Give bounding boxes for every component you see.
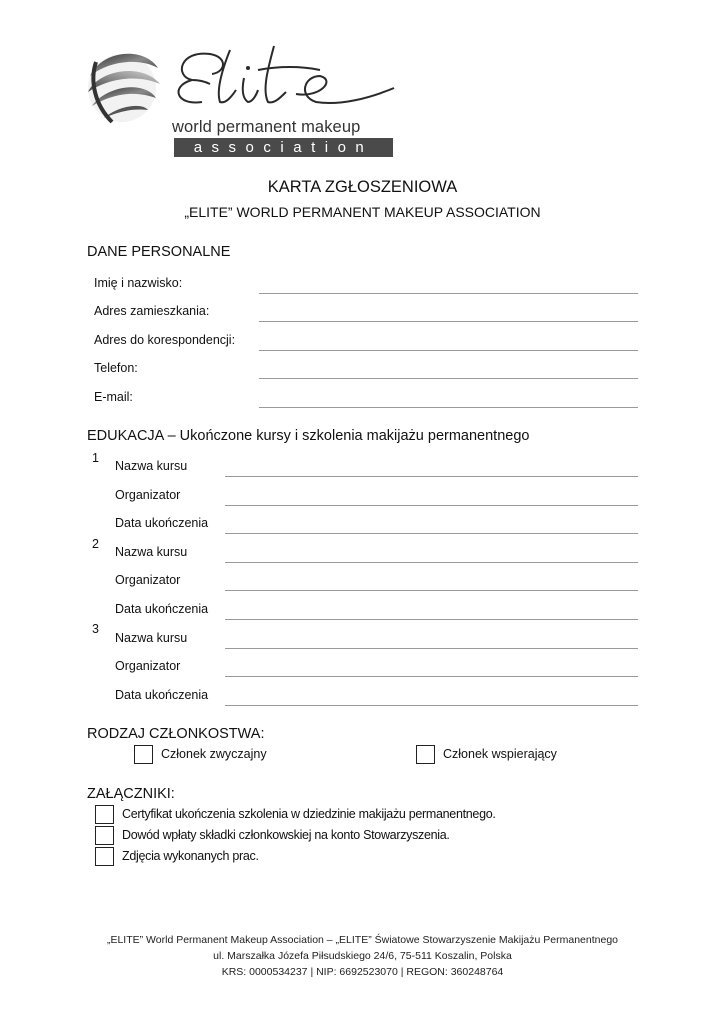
membership-section-heading: RODZAJ CZŁONKOSTWA: [87, 726, 265, 742]
regular-member-label: Członek zwyczajny [161, 747, 267, 761]
full-name-label: Imię i nazwisko: [94, 276, 183, 290]
form-subtitle: „ELITE” WORLD PERMANENT MAKEUP ASSOCIATION [184, 204, 541, 220]
course-3-name-field[interactable] [225, 648, 638, 649]
globe-logo-icon [82, 40, 164, 130]
course-3-date-label: Data ukończenia [115, 688, 209, 702]
course-2-organizer-field[interactable] [225, 590, 638, 591]
course-3-organizer-field[interactable] [225, 676, 638, 677]
home-address-label: Adres zamieszkania: [94, 304, 210, 318]
course-1-name-field[interactable] [225, 476, 638, 477]
email-label: E-mail: [94, 390, 133, 404]
course-2-name-label: Nazwa kursu [115, 545, 188, 559]
course-1-date-label: Data ukończenia [115, 516, 209, 530]
course-1-number: 1 [92, 451, 99, 465]
form-title: KARTA ZGŁOSZENIOWA [267, 178, 458, 196]
work-photos-label: Zdjęcia wykonanych prac. [122, 849, 259, 863]
supporting-member-checkbox[interactable] [416, 745, 435, 764]
course-1-organizer-field[interactable] [225, 505, 638, 506]
personal-section-heading: DANE PERSONALNE [87, 244, 231, 260]
footer-org-name: „ELITE” World Permanent Makeup Association – „ELITE” Światowe Stowarzyszenie Makijażu Permanentnego [106, 934, 619, 946]
course-3-number: 3 [92, 622, 99, 636]
phone-field[interactable] [259, 378, 638, 379]
full-name-field[interactable] [259, 293, 638, 294]
course-2-number: 2 [92, 537, 99, 551]
course-1-organizer-label: Organizator [115, 488, 181, 502]
elite-script-wordmark [170, 40, 396, 118]
course-2-date-field[interactable] [225, 619, 638, 620]
payment-proof-checkbox[interactable] [95, 826, 114, 845]
mailing-address-field[interactable] [259, 350, 638, 351]
logo-association-band: association [174, 138, 393, 157]
course-2-date-label: Data ukończenia [115, 602, 209, 616]
footer-address: ul. Marszałka Józefa Piłsudskiego 24/6, 75-511 Koszalin, Polska [213, 950, 512, 962]
mailing-address-label: Adres do korespondencji: [94, 333, 236, 347]
course-3-date-field[interactable] [225, 705, 638, 706]
association-logo [82, 40, 397, 162]
phone-label: Telefon: [94, 361, 138, 375]
course-3-organizer-label: Organizator [115, 659, 181, 673]
course-2-name-field[interactable] [225, 562, 638, 563]
course-1-name-label: Nazwa kursu [115, 459, 188, 473]
footer-registration: KRS: 0000534237 | NIP: 6692523070 | REGON: 360248764 [221, 966, 504, 978]
email-field[interactable] [259, 407, 638, 408]
education-section-heading: EDUKACJA – Ukończone kursy i szkolenia makijażu permanentnego [87, 428, 530, 444]
certificate-label: Certyfikat ukończenia szkolenia w dziedzinie makijażu permanentnego. [122, 807, 496, 821]
supporting-member-label: Członek wspierający [443, 747, 557, 761]
certificate-checkbox[interactable] [95, 805, 114, 824]
work-photos-checkbox[interactable] [95, 847, 114, 866]
regular-member-checkbox[interactable] [134, 745, 153, 764]
logo-tagline: world permanent makeup [172, 118, 361, 136]
course-2-organizer-label: Organizator [115, 573, 181, 587]
course-1-date-field[interactable] [225, 533, 638, 534]
course-3-name-label: Nazwa kursu [115, 631, 188, 645]
attachments-section-heading: ZAŁĄCZNIKI: [87, 786, 175, 802]
payment-proof-label: Dowód wpłaty składki członkowskiej na konto Stowarzyszenia. [122, 828, 450, 842]
home-address-field[interactable] [259, 321, 638, 322]
